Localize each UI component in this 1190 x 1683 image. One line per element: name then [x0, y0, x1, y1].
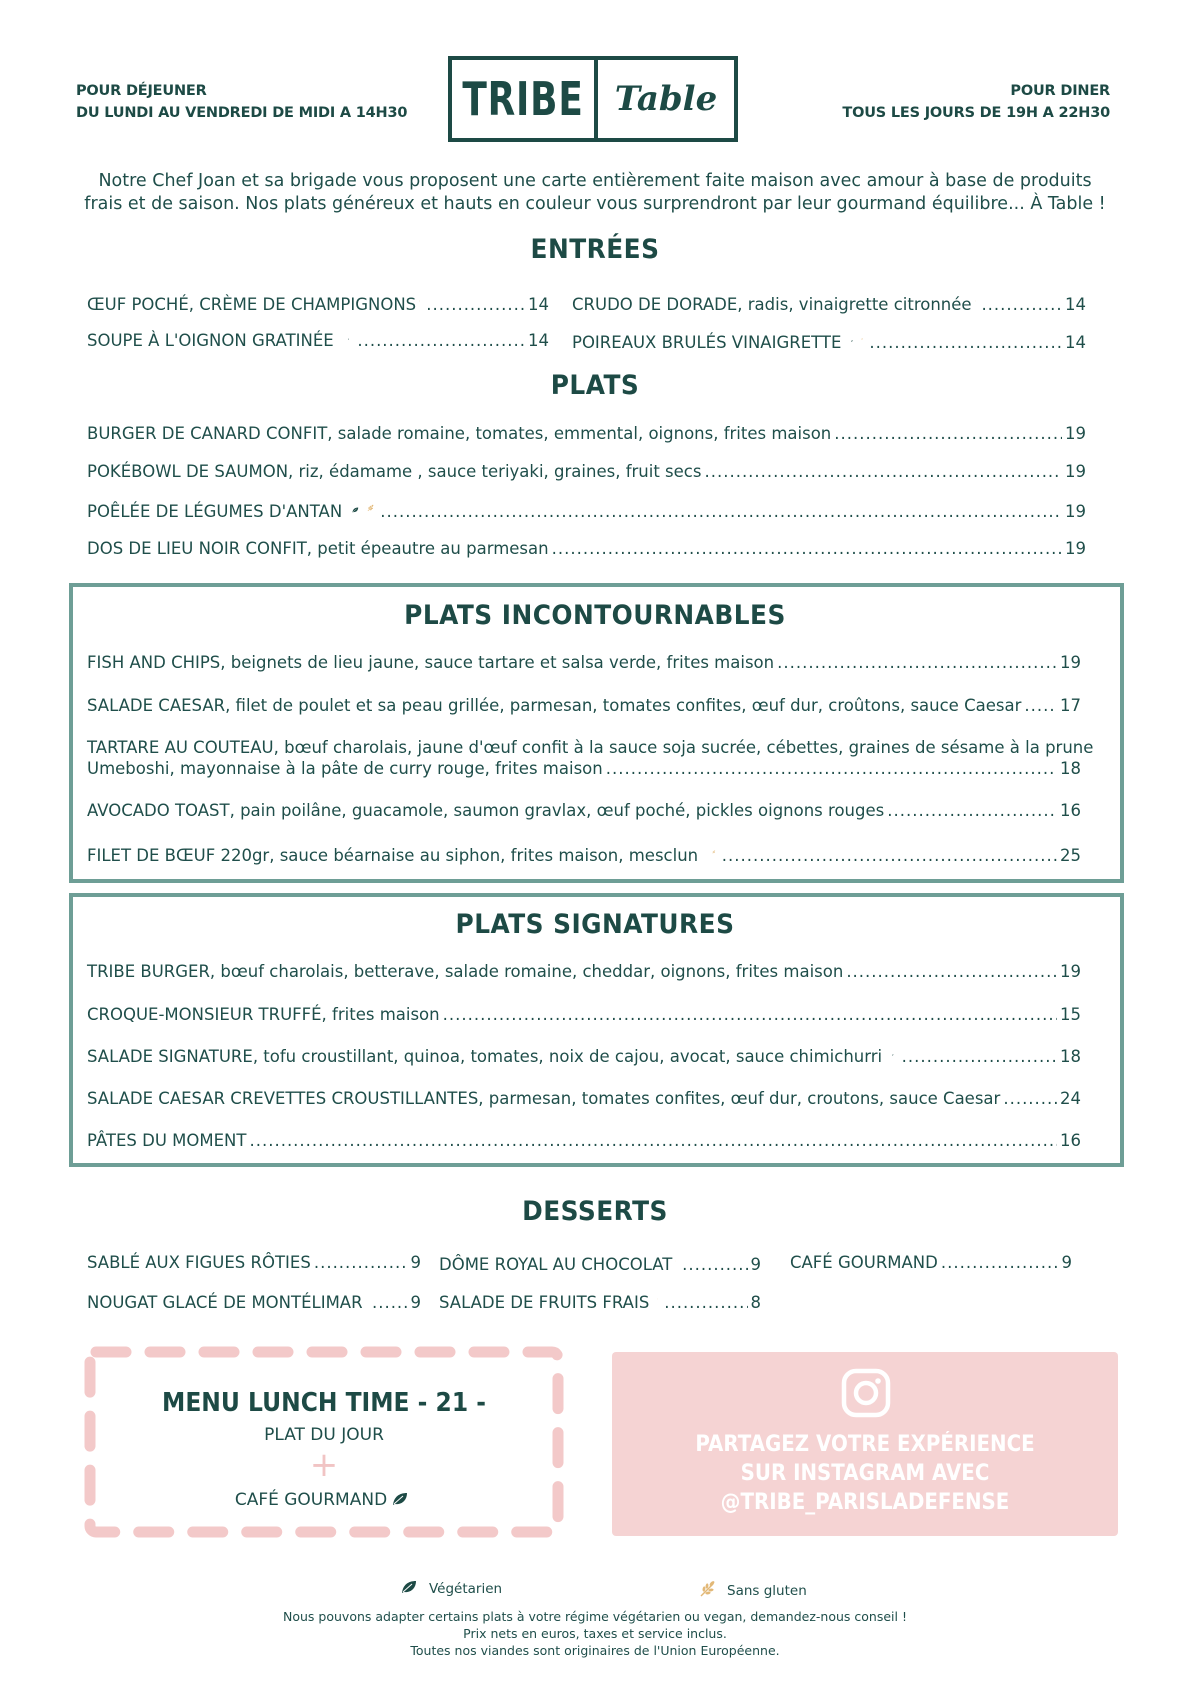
menu-item: [87, 800, 1081, 822]
gluten-free-icon: [419, 292, 420, 310]
logo-tribe-text: TRIBE: [462, 72, 584, 126]
item-name-continued: Umeboshi, mayonnaise à la pâte de curry rouge, frites maison: [87, 759, 603, 778]
footer-line: Nous pouvons adapter certains plats à votre régime végétarien ou vegan, demandez-nous conseil !: [283, 1609, 907, 1624]
dot-leader: [606, 758, 1057, 779]
gluten-free-icon: [712, 843, 716, 861]
item-price: 16: [1060, 1131, 1081, 1150]
gluten-free-icon: [975, 292, 976, 310]
intro-line: Notre Chef Joan et sa brigade vous proposent une carte entièrement faite maison avec amour à base de produits: [98, 171, 1092, 191]
menu-item: [87, 292, 549, 316]
dinner-hours-title: POUR DINER: [1010, 83, 1110, 99]
item-name: FILET DE BŒUF 220gr, sauce béarnaise au siphon, frites maison, mesclun: [87, 846, 699, 865]
footer-line: Prix nets en euros, taxes et service inclus.: [463, 1626, 727, 1641]
gluten-free-icon: [367, 499, 374, 517]
item-name: SALADE CAESAR, filet de poulet et sa peau grillée, parmesan, tomates confites, œuf dur, croûtons, sauce Caesar: [87, 696, 1022, 715]
item-name: POÊLÉE DE LÉGUMES D'ANTAN: [87, 502, 343, 521]
menu-item: [87, 652, 1081, 674]
tribe-table-logo: [448, 56, 738, 142]
item-name: PÂTES DU MOMENT: [87, 1131, 247, 1150]
menu-item: [87, 737, 1094, 779]
item-name: SALADE DE FRUITS FRAIS: [439, 1293, 650, 1312]
dot-leader: [372, 1292, 408, 1314]
menu-item: [87, 538, 1086, 560]
item-price: 19: [1060, 653, 1081, 672]
dot-leader: [1024, 695, 1057, 717]
item-price: 24: [1060, 1089, 1081, 1108]
legend-vegetarian-label: Végétarien: [429, 1581, 503, 1597]
item-price: 19: [1065, 539, 1086, 558]
dot-leader: [834, 423, 1062, 445]
item-price: 18: [1060, 759, 1081, 778]
dot-leader: [357, 330, 525, 352]
lunch-hours-title: POUR DÉJEUNER: [76, 83, 207, 99]
dot-leader: [1003, 1088, 1057, 1110]
item-name: FISH AND CHIPS, beignets de lieu jaune, sauce tartare et salsa verde, frites maison: [87, 653, 775, 672]
menu-item: [790, 1252, 1072, 1274]
vegetarian-icon: [392, 1492, 408, 1506]
item-price: 19: [1065, 462, 1086, 481]
legend-gluten-free: [696, 1580, 807, 1599]
intro-text: [70, 170, 1120, 216]
item-price: 8: [750, 1293, 761, 1312]
item-name: CAFÉ GOURMAND: [790, 1253, 938, 1272]
item-price: 19: [1065, 424, 1086, 443]
item-name: BURGER DE CANARD CONFIT, salade romaine, tomates, emmental, oignons, frites maison: [87, 424, 832, 443]
dot-leader: [664, 1292, 747, 1314]
lunch-hours: [76, 80, 407, 124]
section-title-desserts: DESSERTS: [522, 1196, 668, 1227]
instagram-line: PARTAGEZ VOTRE EXPÉRIENCE: [695, 1432, 1035, 1457]
section-title-entrees: ENTRÉES: [530, 234, 660, 265]
vegetarian-icon: [352, 503, 359, 517]
item-price: 17: [1060, 696, 1081, 715]
item-name: CROQUE-MONSIEUR TRUFFÉ, frites maison: [87, 1005, 440, 1024]
dot-leader: [443, 1004, 1057, 1026]
dot-leader: [887, 800, 1057, 822]
item-name: AVOCADO TOAST, pain poilâne, guacamole, saumon gravlax, œuf poché, pickles oignons rouges: [87, 801, 885, 820]
gluten-free-icon: [699, 1580, 717, 1598]
item-price: 9: [750, 1255, 761, 1274]
dot-leader: [552, 538, 1062, 560]
instagram-handle: @TRIBE_PARISLADEFENSE: [720, 1490, 1010, 1515]
gluten-free-icon: [657, 1290, 658, 1308]
dot-leader: [869, 332, 1062, 354]
instagram-icon: [841, 1368, 891, 1418]
section-title-plats: PLATS: [550, 370, 640, 401]
item-name: SABLÉ AUX FIGUES RÔTIES: [87, 1253, 311, 1272]
item-name: POKÉBOWL DE SAUMON, riz, édamame , sauce teriyaki, graines, fruit secs: [87, 462, 702, 481]
dot-leader: [314, 1252, 408, 1274]
dot-leader: [777, 652, 1057, 674]
item-name: SALADE SIGNATURE, tofu croustillant, quinoa, tomates, noix de cajou, avocat, sauce chimichurri: [87, 1047, 883, 1066]
menu-item: [87, 461, 1086, 483]
menu-item: [87, 1252, 421, 1274]
menu-item: [87, 499, 1086, 523]
item-name: POIREAUX BRULÉS VINAIGRETTE: [572, 333, 842, 352]
legend-vegetarian: [396, 1580, 502, 1597]
item-price: 16: [1060, 801, 1081, 820]
dot-leader: [981, 294, 1062, 316]
item-name: TRIBE BURGER, bœuf charolais, betterave, salade romaine, cheddar, oignons, frites maison: [87, 962, 844, 981]
logo-table-text: Table: [614, 79, 718, 119]
item-price: 25: [1060, 846, 1081, 865]
item-price: 18: [1060, 1047, 1081, 1066]
lunch-menu-plat: PLAT DU JOUR: [264, 1425, 384, 1445]
item-price: 14: [1065, 295, 1086, 314]
dot-leader: [682, 1254, 747, 1276]
menu-item: [572, 292, 1086, 316]
item-price: 15: [1060, 1005, 1081, 1024]
dinner-hours-detail: TOUS LES JOURS DE 19H A 22H30: [842, 105, 1110, 121]
menu-item: [87, 1004, 1081, 1026]
dot-leader: [380, 501, 1062, 523]
item-price: 19: [1064, 502, 1086, 521]
dot-leader: [704, 461, 1062, 483]
item-price: 9: [410, 1293, 421, 1312]
menu-item: [572, 330, 1086, 354]
item-name: TARTARE AU COUTEAU, bœuf charolais, jaune d'œuf confit à la sauce soja sucrée, cébettes, graines de sésame à la prune: [87, 738, 1094, 757]
item-name: SOUPE À L'OIGNON GRATINÉE: [87, 331, 334, 350]
instagram-line: SUR INSTAGRAM AVEC: [740, 1461, 990, 1486]
dinner-hours: [842, 80, 1110, 124]
menu-item: [439, 1290, 761, 1314]
dot-leader: [902, 1046, 1057, 1068]
menu-item: [87, 1046, 1081, 1068]
dot-leader: [846, 961, 1057, 983]
dot-leader: [426, 294, 525, 316]
item-name: CRUDO DE DORADE, radis, vinaigrette citronnée: [572, 295, 972, 314]
dot-leader: [722, 845, 1057, 867]
item-name: DÔME ROYAL AU CHOCOLAT: [439, 1255, 673, 1274]
section-title-signatures: PLATS SIGNATURES: [455, 909, 735, 940]
menu-item: [87, 1290, 421, 1314]
item-name: SALADE CAESAR CREVETTES CROUSTILLANTES, parmesan, tomates confites, œuf dur, croutons, sauce Caesar: [87, 1089, 1001, 1108]
item-price: 9: [1061, 1253, 1072, 1272]
gluten-free-icon: [675, 1252, 676, 1270]
menu-item: [87, 695, 1081, 717]
dot-leader: [941, 1252, 1059, 1274]
item-price: 9: [410, 1253, 421, 1272]
lunch-menu-dessert-label: CAFÉ GOURMAND: [234, 1490, 388, 1510]
menu-item: [87, 843, 1081, 867]
item-price: 14: [1065, 333, 1087, 352]
item-name: DOS DE LIEU NOIR CONFIT, petit épeautre au parmesan: [87, 539, 549, 558]
vegetarian-icon: [892, 1048, 894, 1062]
item-price: 19: [1060, 962, 1081, 981]
item-price: 14: [528, 331, 549, 350]
menu-item: [87, 423, 1086, 445]
plus-sign: +: [309, 1445, 339, 1485]
legend-gluten-free-label: Sans gluten: [727, 1583, 807, 1599]
instagram-text: [637, 1430, 1092, 1517]
intro-line: frais et de saison. Nos plats généreux et hauts en couleur vous surprendront par leur gourmand équilibre... À Table !: [84, 194, 1106, 214]
section-title-incontournables: PLATS INCONTOURNABLES: [404, 600, 786, 631]
vegetarian-icon: [348, 332, 350, 346]
lunch-menu-title: MENU LUNCH TIME - 21 -: [162, 1388, 486, 1418]
vegetarian-icon: [851, 334, 853, 348]
menu-item: [439, 1252, 761, 1276]
lunch-menu-dessert: [84, 1490, 564, 1510]
dot-leader: [249, 1130, 1057, 1152]
vegetarian-icon: [401, 1580, 417, 1594]
footer-notes: [0, 1608, 1190, 1659]
item-name: NOUGAT GLACÉ DE MONTÉLIMAR: [87, 1293, 363, 1312]
menu-item: [87, 1130, 1081, 1152]
menu-item: [87, 330, 549, 352]
gluten-free-icon: [861, 330, 863, 348]
menu-item: [87, 1088, 1081, 1110]
footer-line: Toutes nos viandes sont originaires de l'Union Européenne.: [410, 1643, 780, 1658]
menu-item: [87, 961, 1081, 983]
item-price: 14: [528, 295, 549, 314]
lunch-hours-detail: DU LUNDI AU VENDREDI DE MIDI A 14H30: [76, 105, 408, 121]
item-name: ŒUF POCHÉ, CRÈME DE CHAMPIGNONS: [87, 295, 417, 314]
